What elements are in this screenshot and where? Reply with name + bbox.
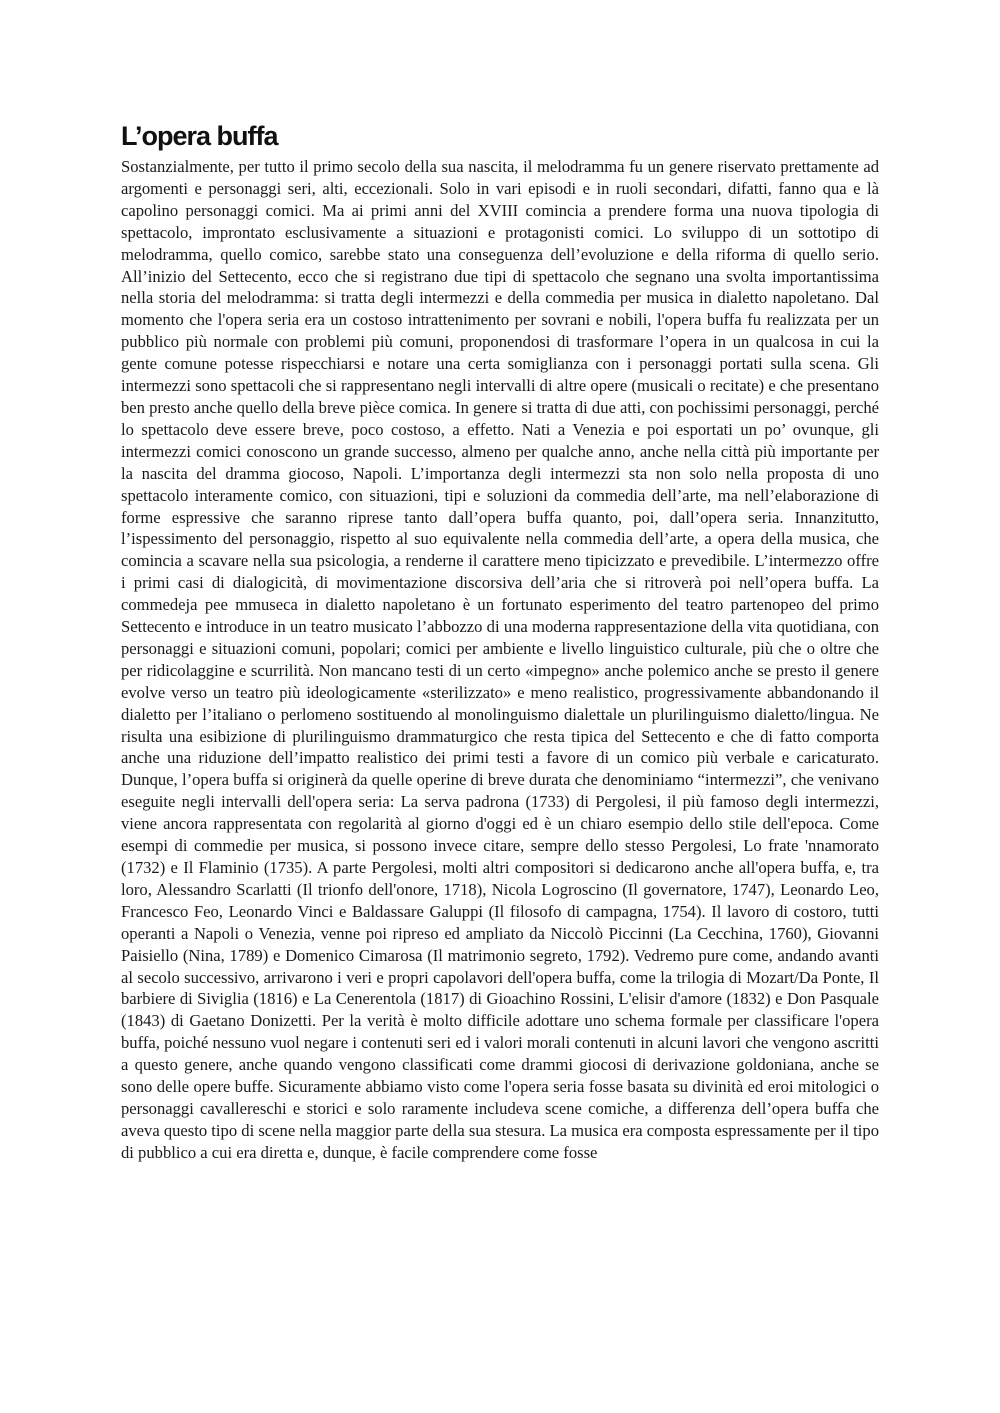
page-title: L’opera buffa: [121, 121, 278, 151]
body-paragraph: Sostanzialmente, per tutto il primo secolo della sua nascita, il melodramma fu un genere riservato prettamente ad argomenti e personaggi seri, alti, eccezionali. Solo in vari episodi e in ruoli secondari, difatti, fanno qua e là capolino personaggi comici. Ma ai primi anni del XVIII comincia a prendere forma una nuova tipologia di spettacolo, improntato esclusivamente a situazioni e protagonisti comici. Lo sviluppo di un sottotipo di melodramma, quello comico, sarebbe stato una conseguenza dell’evoluzione e della riforma di quello serio. All’inizio del Settecento, ecco che si registrano due tipi di spettacolo che segnano una svolta importantissima nella storia del melodramma: si tratta degli intermezzi e della commedia per musica in dialetto napoletano. Dal momento che l'opera seria era un costoso intrattenimento per sovrani e nobili, l'opera buffa fu realizzata per un pubblico più normale con problemi più comuni, proponendosi di trasformare l’opera in un qualcosa in cui la gente comune potesse rispecchiarsi e notare una certa somiglianza con i personaggi portati sulla scena. Gli intermezzi sono spettacoli che si rappresentano negli intervalli di altre opere (musicali o recitate) e che presentano ben presto anche quello della breve pièce comica. In genere si tratta di due atti, con pochissimi personaggi, perché lo spettacolo deve essere breve, poco costoso, a effetto. Nati a Venezia e poi esportati un po’ ovunque, gli intermezzi comici conoscono un grande successo, almeno per qualche anno, anche nella città più importante per la nascita del dramma giocoso, Napoli. L’importanza degli intermezzi sta non solo nella proposta di uno spettacolo interamente comico, con situazioni, tipi e soluzioni da commedia dell’arte, ma nell’elaborazione di forme espressive che saranno riprese tanto dall’opera buffa quanto, poi, dall’opera seria. Innanzitutto, l’ispessimento del personaggio, rispetto al suo equivalente nella commedia dell’arte, a opera della musica, che comincia a scavare nella sua psicologia, a renderne il carattere meno tipicizzato e prevedibile. L’intermezzo offre i primi casi di dialogicità, di movimentazione discorsiva dell’aria che si ritroverà poi nell’opera buffa. La commedeja pee mmuseca in dialetto napoletano è un fortunato esperimento del teatro partenopeo del primo Settecento e introduce in un teatro musicato l’abbozzo di una moderna rappresentazione della vita quotidiana, con personaggi e situazioni comuni, popolari; comici per ambiente e livello linguistico culturale, più che o oltre che per ridicolaggine e scurrilità. Non mancano testi di un certo «impegno» anche polemico anche se presto il genere evolve verso un teatro più ideologicamente «sterilizzato» e meno realistico, progressivamente abbandonando il dialetto per l’italiano o perlomeno sostituendo al monolinguismo dialettale un plurilinguismo dialetto/lingua. Ne risulta una esibizione di plurilinguismo drammaturgico che resta tipica del Settecento e che di fatto comporta anche una riduzione dell’impatto realistico dei primi testi a favore di un comico più verbale e caricaturato. Dunque, l’opera buffa si originerà da quelle operine di breve durata che denominiamo “intermezzi”, che venivano eseguite negli intervalli dell'opera seria: La serva padrona (1733) di Pergolesi, il più famoso degli intermezzi, viene ancora rappresentata con regolarità al giorno d'oggi ed è un chiaro esempio dello stile dell'epoca. Come esempi di commedie per musica, si possono invece citare, sempre dello stesso Pergolesi, Lo frate 'nnamorato (1732) e Il Flaminio (1735). A parte Pergolesi, molti altri compositori si dedicarono anche all'opera buffa, e, tra loro, Alessandro Scarlatti (Il trionfo dell'onore, 1718), Nicola Logroscino (Il governatore, 1747), Leonardo Leo, Francesco Feo, Leonardo Vinci e Baldassare Galuppi (Il filosofo di campagna, 1754). Il lavoro di costoro, tutti operanti a Napoli o Venezia, venne poi ripreso ed ampliato da Niccolò Piccinni (La Cecchina, 1760), Giovanni Paisiello (Nina, 1789) e Domenico Cimarosa (Il matrimonio segreto, 1792). Vedremo pure come, andando avanti al secolo successivo, arrivarono i veri e propri capolavori dell'opera buffa, come la trilogia di Mozart/Da Ponte, Il barbiere di Siviglia (1816) e La Cenerentola (1817) di Gioachino Rossini, L'elisir d'amore (1832) e Don Pasquale (1843) di Gaetano Donizetti. Per la verità è molto difficile adottare uno schema formale per classificare l'opera buffa, poiché nessuno vuol negare i contenuti seri ed i valori morali contenuti in alcuni lavori che vengono ascritti a questo genere, anche quando vengono classificati come drammi giocosi di derivazione goldoniana, anche se sono delle opere buffe. Sicuramente abbiamo visto come l'opera seria fosse basata su divinità ed eroi mitologici o personaggi cavallereschi e storici e solo raramente includeva scene comiche, a differenza dell’opera buffa che aveva questo tipo di scene nella maggior parte della sua stesura. La musica era composta espressamente per il tipo di pubblico a cui era diretta e, dunque, è facile comprendere come fosse: [121, 157, 879, 1162]
